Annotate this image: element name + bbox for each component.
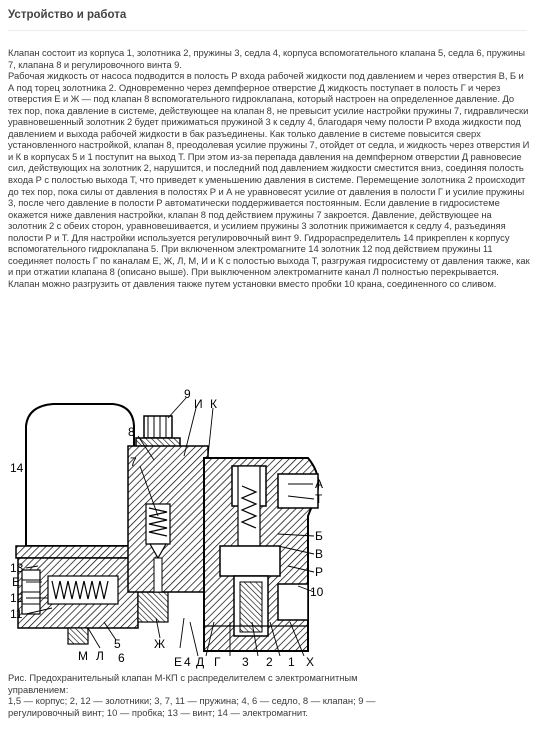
paragraph-operation: Рабочая жидкость от насоса подводится в полость Р входа рабочей жидкости под давлением и через отверстия В, Б и А под торец золотника 2. Одновременно через демпферное отверстие Д жидкость поступает в полость Г и через отверстия Е и Ж — под клапан 8 вспомогательного гидроклапана, который настроен на определенное давление. До тех пор, пока давление в системе, действующее на клапан 8, не превысит усилие настройки пружины 7, гидравлически уравновешенный золотник 2 будет прижиматься пружиной 3 к седлу 4, благодаря чему полости Р входа жидкости под давлением и выхода рабочей жидкости в бак разъединены. Как только давление в системе повысится сверх установленного настройкой, клапан 8, преодолевая усилие пружины 7, отойдет от седла, и жидкость через отверстия И и К в корпусах 5 и 1 поступит на выход Т. При этом из-за перепада давления на демпферном отверстии Д равновесие сил, действующих на золотник 2, нарушится, и последний под давлением жидкости сместится вниз, соединяя полость входа Р с полостью выхода Т, что приведет к уменьшению давления в системе. Перемещение золотника 2 происходит до тех пор, пока силы от давления в полостях Р и А не уравновесят усилие от давления в полости Г и усилие пружины 3, после чего давление в полости Р автоматически поддерживается постоянным. Если давление в гидросистеме окажется ниже давления настройки, клапан 8 под действием пружины 7 закроется. Давление, действующее на золотник 2 с обеих сторон, уравновешивается, и усилием пружины 3 золотник прижимается к седлу 4, разъединяя полости Р и Т. Для настройки используется регулировочный винт 9. Гидрораспределитель 14 прикреплен к корпусу вспомогательного гидроклапана 5. При включенном электромагните 14 золотник 12 под действием пружины 11 соединяет полость Г по каналам Е, Ж, Л, М, И и К с полостью выхода Т, разгружая гидросистему от давления также, как и при отжатии клапана 8 (описано выше). При выключенном электромагните канал Л полностью перекрывается. Клапан можно разгрузить от давления также путем установки вместо пробки 10 крана, соединенного со сливом. xyxy=(8,70,530,289)
label-7: 7 xyxy=(130,455,137,469)
valve-drawing xyxy=(8,386,326,670)
label-D: Д xyxy=(196,655,205,669)
caption-title: Рис. Предохранительный клапан М-КП с распределителем с электромагнитным управлением: xyxy=(8,672,358,695)
label-4: 4 xyxy=(184,655,191,669)
label-14: 14 xyxy=(10,461,24,475)
label-B: Б xyxy=(315,529,323,543)
paragraph-composition: Клапан состоит из корпуса 1, золотника 2, пружины 3, седла 4, корпуса вспомогательного клапана 5, седла 6, пружины 7, клапана 8 и регулировочного винта 9. xyxy=(8,47,526,70)
label-E-bottom: Е xyxy=(174,655,183,669)
label-E-left: Е xyxy=(12,575,21,589)
label-9: 9 xyxy=(184,387,191,401)
label-Zh: Ж xyxy=(154,637,166,651)
aux-valve-body-5 xyxy=(128,446,208,592)
label-13: 13 xyxy=(10,561,24,575)
section-heading: Устройство и работа xyxy=(8,9,127,21)
label-L: Л xyxy=(96,649,104,663)
label-A: А xyxy=(315,477,324,491)
label-5: 5 xyxy=(114,637,121,651)
valve-cross-section xyxy=(8,386,326,670)
label-8: 8 xyxy=(128,425,135,439)
label-G: Г xyxy=(214,655,221,669)
label-11: 11 xyxy=(10,607,23,621)
electromagnet-14 xyxy=(16,404,136,558)
label-X: Х xyxy=(306,655,315,669)
label-1: 1 xyxy=(288,655,295,669)
label-3: 3 xyxy=(242,655,249,669)
article-body xyxy=(8,47,530,289)
label-M: М xyxy=(78,649,88,663)
label-V: В xyxy=(315,547,324,561)
label-R: Р xyxy=(315,565,324,579)
heading-divider xyxy=(8,30,527,31)
caption-legend: 1,5 — корпус; 2, 12 — золотники; 3, 7, 11 — пружина; 4, 6 — седло, 8 — клапан; 9 — регулировочный винт; 10 — пробка; 13 — винт; 14 — электромагнит. xyxy=(8,695,376,718)
figure-caption xyxy=(8,672,408,718)
label-6: 6 xyxy=(118,651,125,665)
label-I: И xyxy=(194,397,203,411)
label-12: 12 xyxy=(10,591,24,605)
label-T: Т xyxy=(315,492,323,506)
label-2: 2 xyxy=(266,655,273,669)
label-K: К xyxy=(210,397,217,411)
main-body-1 xyxy=(204,458,318,651)
label-10: 10 xyxy=(310,585,324,599)
